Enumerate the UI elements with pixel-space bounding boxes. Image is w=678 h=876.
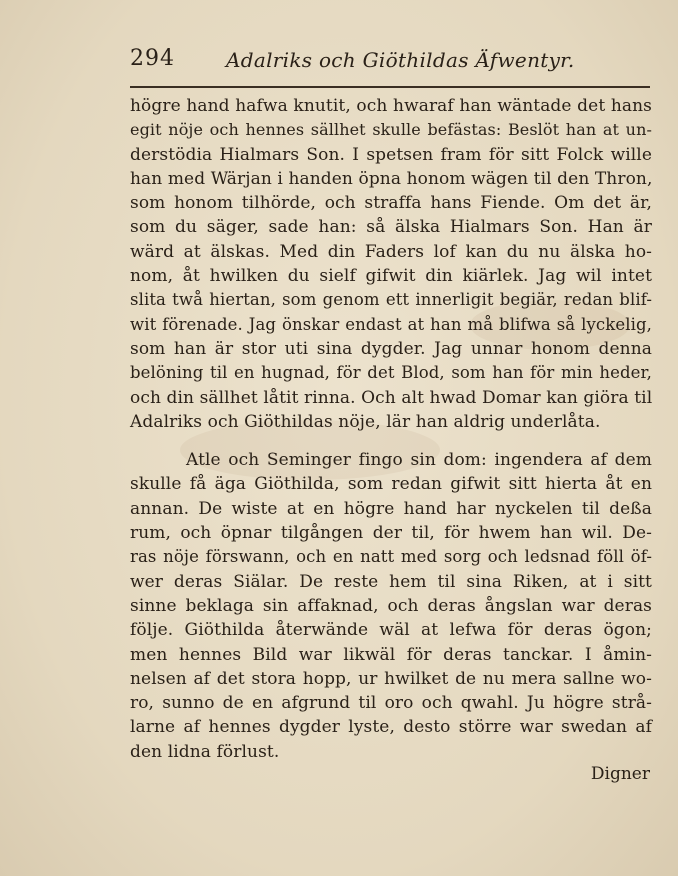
- header-rule: [130, 86, 650, 88]
- text-line: wit förenade. Jag önskar endast at han må blifwa så lyckelig,: [130, 314, 652, 334]
- page-number: 294: [130, 46, 175, 71]
- text-line: följe. Giöthilda återwände wäl at lefwa för deras ögon;: [130, 620, 652, 641]
- text-line: ras nöje förswann, och en natt med sorg och ledsnad föll öf-: [130, 547, 652, 567]
- text-line: wer deras Siälar. De reste hem til sina Riken, at i sitt: [130, 571, 652, 592]
- text-line: Adalriks och Giöthildas nöje, lär han aldrig underlåta.: [130, 411, 601, 432]
- text-line: den lidna förlust.: [130, 741, 280, 762]
- text-line: som han är stor uti sina dygder. Jag unnar honom denna: [130, 338, 652, 359]
- text-line: annan. De wiste at en högre hand har nyckelen til deßa: [130, 498, 652, 519]
- text-line: nelsen af det stora hopp, ur hwilket de nu mera sallne wo-: [130, 668, 652, 689]
- body-text: [130, 94, 652, 764]
- paragraph-gap: [130, 434, 652, 448]
- text-line: derstödia Hialmars Son. I spetsen fram för sitt Folck wille: [130, 144, 652, 165]
- text-line: som honom tilhörde, och straffa hans Fiende. Om det är,: [130, 193, 652, 214]
- text-line: wärd at älskas. Med din Faders lof kan du nu älska ho-: [130, 241, 652, 262]
- text-line: som du säger, sade han: så älska Hialmars Son. Han är: [130, 217, 652, 238]
- paragraph: [130, 94, 652, 434]
- text-line: han med Wärjan i handen öpna honom wägen til den Thron,: [130, 168, 653, 189]
- text-line: belöning til en hugnad, för det Blod, som han för min heder,: [130, 363, 652, 383]
- paragraph: [130, 448, 652, 764]
- text-line: slita twå hiertan, som genom ett innerligit begiär, redan blif-: [130, 290, 652, 310]
- running-head: Adalriks och Giöthildas Äfwentyr.: [226, 48, 575, 72]
- text-line: nom, åt hwilken du sielf gifwit din kiärlek. Jag wil intet: [130, 266, 652, 287]
- text-line: rum, och öpnar tilgången der til, för hwem han wil. De-: [130, 523, 652, 544]
- text-line: ro, sunno de en afgrund til oro och qwahl. Ju högre strå-: [130, 693, 652, 714]
- text-line: larne af hennes dygder lyste, desto större war swedan af: [130, 717, 652, 738]
- text-line: egit nöje och hennes sällhet skulle befästas: Beslöt han at un-: [130, 120, 652, 140]
- text-line: men hennes Bild war likwäl för deras tanckar. I åmin-: [130, 644, 652, 665]
- text-line: och din sällhet låtit rinna. Och alt hwad Domar kan giöra til: [130, 387, 653, 408]
- text-line: högre hand hafwa knutit, och hwaraf han wäntade det hans: [130, 96, 652, 116]
- page-header: [130, 46, 650, 80]
- catchword: Digner: [590, 764, 650, 784]
- text-line: skulle få äga Giöthilda, som redan gifwit sitt hierta åt en: [130, 474, 652, 495]
- text-line: Atle och Seminger fingo sin dom: ingendera af dem: [186, 450, 652, 471]
- text-line: sinne beklaga sin affaknad, och deras ångslan war deras: [130, 595, 652, 616]
